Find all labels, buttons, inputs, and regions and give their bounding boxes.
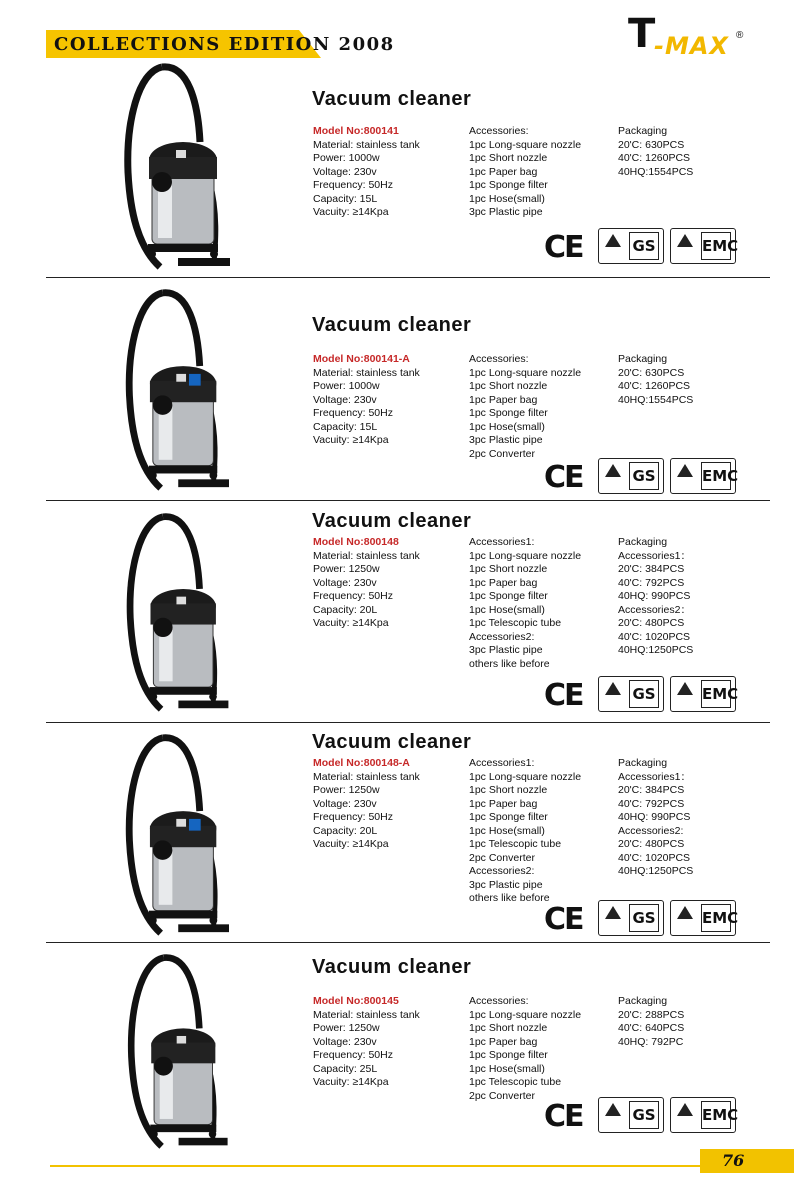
ce-mark: CE — [544, 678, 583, 713]
packaging-list-item: Packaging — [618, 536, 668, 548]
accessory-list-item: 1pc Telescopic tube — [469, 838, 562, 850]
accessory-list-item: 1pc Paper bag — [469, 576, 538, 589]
accessory-list — [469, 995, 581, 1103]
accessory-list-item: 1pc Sponge filter — [469, 179, 548, 191]
packaging-list-item: Packaging — [618, 757, 668, 769]
packaging-list-item: 20'C: 288PCS — [618, 1008, 685, 1021]
packaging-list-item: 20'C: 480PCS — [618, 617, 685, 629]
packaging-list-item: 40'C: 1260PCS — [618, 380, 691, 392]
accessory-list-item: 1pc Long-square nozzle — [469, 1008, 582, 1021]
accessory-list-item: 1pc Long-square nozzle — [469, 138, 582, 151]
vacuum-cleaner-image — [118, 953, 258, 1156]
spec-list-item: Power: 1000w — [313, 380, 380, 392]
section-divider — [46, 722, 770, 723]
certification-marks — [544, 228, 744, 268]
footer-rule — [50, 1165, 710, 1167]
emc-badge — [670, 900, 739, 936]
model-number: Model No:800145 — [313, 995, 399, 1007]
accessory-list-item: 1pc Telescopic tube — [469, 617, 562, 629]
spec-list-item: Vacuity: ≥14Kpa — [313, 434, 389, 446]
warning-triangle-icon — [677, 682, 693, 695]
spec-list — [313, 995, 420, 1090]
product-title: Vacuum cleaner — [312, 510, 472, 532]
edition-banner — [46, 30, 395, 58]
spec-list-item: Frequency: 50Hz — [313, 1049, 393, 1061]
spec-list-item: Power: 1250w — [313, 784, 380, 796]
product-title: Vacuum cleaner — [312, 314, 472, 336]
brand-logo — [628, 11, 748, 62]
accessory-list-item: 3pc Plastic pipe — [469, 434, 543, 446]
certification-marks — [544, 458, 744, 498]
packaging-list-item: 20'C: 384PCS — [618, 784, 685, 796]
warning-triangle-icon — [605, 234, 621, 247]
spec-list-item: Material: stainless tank — [313, 138, 420, 151]
packaging-list-item: Accessories1： — [618, 770, 691, 783]
warning-triangle-icon — [677, 1103, 693, 1116]
spec-list — [313, 353, 420, 448]
accessory-list-item: 2pc Converter — [469, 447, 535, 460]
accessory-list-item: 3pc Plastic pipe — [469, 878, 543, 891]
accessory-list-item: 1pc Short nozzle — [469, 380, 548, 392]
packaging-list-item: 20'C: 480PCS — [618, 838, 685, 850]
spec-list-item: Voltage: 230v — [313, 797, 377, 810]
accessory-list — [469, 125, 581, 220]
spec-list-item: Vacuity: ≥14Kpa — [313, 1076, 389, 1088]
packaging-list-item: 40'C: 792PCS — [618, 797, 685, 810]
packaging-list — [618, 757, 693, 879]
spec-list-item: Frequency: 50Hz — [313, 811, 393, 823]
warning-triangle-icon — [677, 906, 693, 919]
packaging-list-item: 40'C: 1020PCS — [618, 630, 691, 643]
emc-mark: EMC — [701, 462, 731, 490]
product-title: Vacuum cleaner — [312, 731, 472, 753]
accessory-list-item: 1pc Short nozzle — [469, 784, 548, 796]
packaging-list-item: 40HQ: 792PC — [618, 1035, 684, 1048]
gs-badge — [598, 900, 664, 936]
packaging-list-item: 40HQ:1554PCS — [618, 165, 694, 178]
model-number: Model No:800148-A — [313, 757, 410, 769]
spec-list-item: Capacity: 20L — [313, 603, 378, 616]
section-divider — [46, 500, 770, 501]
packaging-list-item: 40'C: 640PCS — [618, 1022, 685, 1034]
vacuum-cleaner-image — [118, 512, 258, 719]
warning-triangle-icon — [605, 682, 621, 695]
vacuum-cleaner-image — [118, 62, 258, 277]
accessory-list-item: 1pc Paper bag — [469, 393, 538, 406]
logo-text-max: -MAX — [654, 32, 729, 60]
spec-list — [313, 125, 420, 220]
accessory-list-item: 2pc Converter — [469, 851, 535, 864]
packaging-list-item: 20'C: 630PCS — [618, 138, 685, 151]
certification-marks — [544, 900, 744, 940]
accessory-list-item: 1pc Hose(small) — [469, 603, 545, 616]
packaging-list-item: 40HQ: 990PCS — [618, 590, 691, 602]
gs-badge — [598, 458, 664, 494]
gs-mark: GS — [629, 680, 659, 708]
spec-list-item: Voltage: 230v — [313, 165, 377, 178]
accessory-list-item: Accessories2: — [469, 865, 535, 877]
spec-list-item: Power: 1250w — [313, 563, 380, 575]
certification-marks — [544, 1097, 744, 1137]
section-divider — [46, 942, 770, 943]
model-number: Model No:800148 — [313, 536, 399, 548]
accessory-list-item: 1pc Sponge filter — [469, 407, 548, 419]
accessory-list-item: others like before — [469, 657, 550, 670]
accessory-list-item: 1pc Sponge filter — [469, 1049, 548, 1061]
page-number: 76 — [722, 1151, 745, 1170]
gs-badge — [598, 228, 664, 264]
spec-list-item: Capacity: 15L — [313, 192, 378, 205]
accessory-list-item: others like before — [469, 892, 550, 904]
accessory-list-item: Accessories1: — [469, 757, 535, 769]
spec-list-item: Power: 1000w — [313, 152, 380, 164]
spec-list-item: Capacity: 15L — [313, 420, 378, 433]
model-number: Model No:800141-A — [313, 353, 410, 365]
spec-list-item: Voltage: 230v — [313, 576, 377, 589]
logo-letter-t: T — [628, 11, 656, 57]
spec-list-item: Vacuity: ≥14Kpa — [313, 206, 389, 218]
emc-mark: EMC — [701, 1101, 731, 1129]
accessory-list-item: Accessories1: — [469, 536, 535, 548]
spec-list-item: Voltage: 230v — [313, 393, 377, 406]
packaging-list-item: 40HQ: 990PCS — [618, 811, 691, 823]
spec-list-item: Material: stainless tank — [313, 1008, 420, 1021]
accessory-list-item: 3pc Plastic pipe — [469, 644, 543, 656]
accessory-list-item: 1pc Telescopic tube — [469, 1076, 562, 1088]
section-divider — [46, 277, 770, 278]
packaging-list-item: Packaging — [618, 995, 668, 1007]
gs-badge — [598, 676, 664, 712]
accessory-list-item: 1pc Short nozzle — [469, 563, 548, 575]
packaging-list — [618, 995, 684, 1049]
spec-list-item: Material: stainless tank — [313, 770, 420, 783]
accessory-list-item: Accessories: — [469, 125, 529, 137]
accessory-list-item: 1pc Short nozzle — [469, 1022, 548, 1034]
packaging-list-item: 40'C: 1020PCS — [618, 851, 691, 864]
spec-list-item: Power: 1250w — [313, 1022, 380, 1034]
edition-title: COLLECTIONS EDITION 2008 — [54, 34, 395, 55]
spec-list-item: Vacuity: ≥14Kpa — [313, 838, 389, 850]
gs-mark: GS — [629, 1101, 659, 1129]
emc-mark: EMC — [701, 904, 731, 932]
packaging-list-item: 40'C: 1260PCS — [618, 152, 691, 164]
packaging-list-item: 40HQ:1250PCS — [618, 865, 694, 877]
packaging-list-item: 20'C: 384PCS — [618, 563, 685, 575]
packaging-list-item: Accessories2: — [618, 824, 684, 837]
spec-list-item: Material: stainless tank — [313, 366, 420, 379]
packaging-list-item: Accessories2： — [618, 603, 691, 616]
spec-list-item: Frequency: 50Hz — [313, 407, 393, 419]
certification-marks — [544, 676, 744, 716]
packaging-list-item: 40HQ:1250PCS — [618, 644, 694, 656]
vacuum-cleaner-image — [118, 733, 258, 943]
warning-triangle-icon — [605, 1103, 621, 1116]
accessory-list — [469, 536, 581, 671]
gs-mark: GS — [629, 232, 659, 260]
emc-badge — [670, 1097, 739, 1133]
accessory-list-item: 1pc Sponge filter — [469, 590, 548, 602]
emc-badge — [670, 228, 739, 264]
page-number-tab — [700, 1149, 794, 1173]
warning-triangle-icon — [605, 906, 621, 919]
accessory-list-item: 2pc Converter — [469, 1089, 535, 1102]
accessory-list-item: 1pc Long-square nozzle — [469, 549, 582, 562]
gs-mark: GS — [629, 462, 659, 490]
spec-list-item: Frequency: 50Hz — [313, 590, 393, 602]
packaging-list — [618, 353, 693, 407]
accessory-list-item: 1pc Paper bag — [469, 797, 538, 810]
emc-mark: EMC — [701, 232, 731, 260]
packaging-list-item: Packaging — [618, 125, 668, 137]
accessory-list — [469, 353, 581, 461]
accessory-list-item: Accessories: — [469, 995, 529, 1007]
accessory-list-item: 1pc Hose(small) — [469, 420, 545, 433]
ce-mark: CE — [544, 230, 583, 265]
product-title: Vacuum cleaner — [312, 88, 472, 110]
accessory-list-item: 1pc Paper bag — [469, 1035, 538, 1048]
spec-list-item: Capacity: 25L — [313, 1062, 378, 1075]
ce-mark: CE — [544, 1099, 583, 1134]
product-title: Vacuum cleaner — [312, 956, 472, 978]
packaging-list-item: Packaging — [618, 353, 668, 365]
spec-list — [313, 536, 420, 631]
spec-list-item: Frequency: 50Hz — [313, 179, 393, 191]
packaging-list — [618, 125, 693, 179]
spec-list-item: Voltage: 230v — [313, 1035, 377, 1048]
accessory-list — [469, 757, 581, 906]
gs-badge — [598, 1097, 664, 1133]
accessory-list-item: Accessories: — [469, 353, 529, 365]
spec-list — [313, 757, 420, 852]
emc-badge — [670, 676, 739, 712]
ce-mark: CE — [544, 460, 583, 495]
spec-list-item: Vacuity: ≥14Kpa — [313, 617, 389, 629]
packaging-list — [618, 536, 693, 658]
logo-registered-mark: ® — [736, 30, 744, 41]
packaging-list-item: 40HQ:1554PCS — [618, 393, 694, 406]
spec-list-item: Material: stainless tank — [313, 549, 420, 562]
packaging-list-item: Accessories1： — [618, 549, 691, 562]
accessory-list-item: 1pc Hose(small) — [469, 1062, 545, 1075]
warning-triangle-icon — [605, 464, 621, 477]
accessory-list-item: 1pc Long-square nozzle — [469, 366, 582, 379]
accessory-list-item: 1pc Hose(small) — [469, 824, 545, 837]
vacuum-cleaner-image — [118, 288, 258, 498]
accessory-list-item: Accessories2: — [469, 630, 535, 643]
accessory-list-item: 1pc Paper bag — [469, 165, 538, 178]
accessory-list-item: 1pc Long-square nozzle — [469, 770, 582, 783]
spec-list-item: Capacity: 20L — [313, 824, 378, 837]
ce-mark: CE — [544, 902, 583, 937]
emc-badge — [670, 458, 739, 494]
warning-triangle-icon — [677, 464, 693, 477]
accessory-list-item: 1pc Hose(small) — [469, 192, 545, 205]
accessory-list-item: 1pc Short nozzle — [469, 152, 548, 164]
gs-mark: GS — [629, 904, 659, 932]
packaging-list-item: 40'C: 792PCS — [618, 576, 685, 589]
model-number: Model No:800141 — [313, 125, 399, 137]
warning-triangle-icon — [677, 234, 693, 247]
emc-mark: EMC — [701, 680, 731, 708]
accessory-list-item: 1pc Sponge filter — [469, 811, 548, 823]
accessory-list-item: 3pc Plastic pipe — [469, 206, 543, 218]
packaging-list-item: 20'C: 630PCS — [618, 366, 685, 379]
